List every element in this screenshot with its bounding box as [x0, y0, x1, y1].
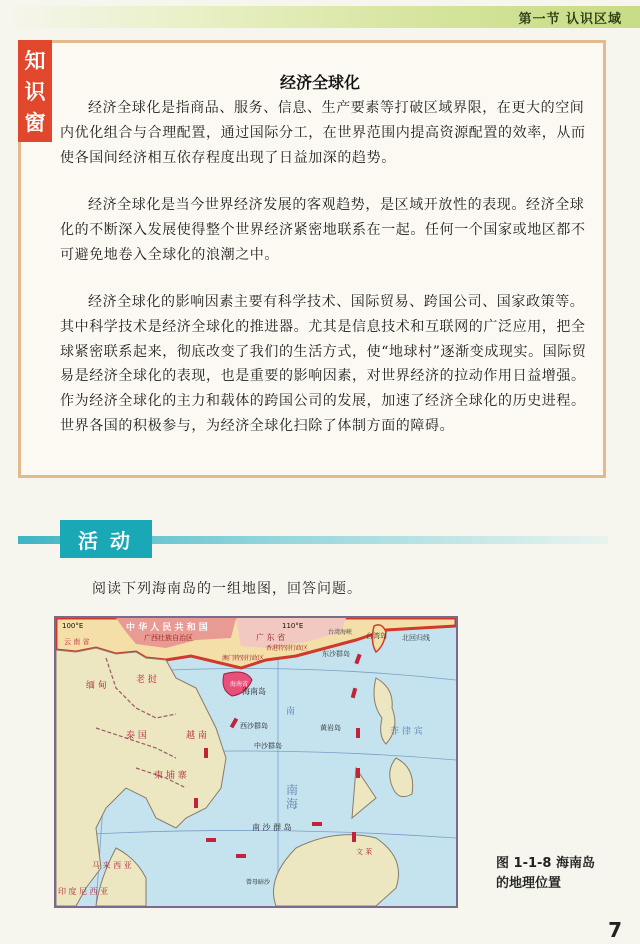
caption-line-1: 图 1-1-8 海南岛: [496, 856, 595, 871]
label-hainan-island: 海南岛: [242, 687, 266, 696]
caption-line-2: 的地理位置: [496, 876, 562, 891]
page-number: 7: [608, 918, 622, 942]
hainan-location-map: [54, 616, 458, 908]
label-hainan-prov: 海南省: [230, 681, 249, 688]
map-svg: [56, 618, 456, 906]
knowledge-paragraph-3: 经济全球化的影响因素主要有科学技术、国际贸易、跨国公司、国家政策等。其中科学技术是经济全球化的推进器。尤其是信息技术和互联网的广泛应用，把全球紧密联系起来，彻底改变了我们的生活方式，使“地球村”逐渐变成现实。国际贸易是经济全球化的表现，也是重要的影响因素，对世界经济的拉动作用日益增强。作为经济全球化的主力和载体的跨国公司的发展，加速了经济全球化的历史进程。世界各国的积极参与，为经济全球化扫除了体制方面的障碍。: [60, 294, 587, 434]
label-myanmar: 缅 甸: [86, 681, 107, 691]
knowledge-tab-char-3: 窗: [24, 111, 46, 136]
label-nansha: 南 沙 群 岛: [252, 823, 292, 832]
label-zengmu: 曾母暗沙: [246, 879, 271, 886]
label-philippines: 菲 律 宾: [390, 727, 423, 737]
label-thailand: 泰 国: [126, 731, 147, 741]
label-indonesia: 印 度 尼 西 亚: [58, 887, 109, 896]
label-lon110: 110°E: [282, 622, 304, 630]
label-malaysia: 马 来 西 亚: [92, 861, 132, 870]
knowledge-paragraph-1: 经济全球化是指商品、服务、信息、生产要素等打破区域界限，在更大的空间内优化组合与合理配置，通过国际分工，在世界范围内提高资源配置的效率，从而使各国间经济相互依存程度出现了日益加深的趋势。: [60, 100, 586, 166]
label-south-sea-1: 南: [286, 707, 296, 717]
knowledge-title: 经济全球化: [279, 73, 360, 92]
label-taiwan: 台湾岛: [366, 632, 387, 640]
label-xisha: 西沙群岛: [240, 722, 268, 730]
label-huangyan: 黄岩岛: [320, 724, 341, 732]
label-guangxi: 广西壮族自治区: [144, 634, 193, 642]
label-hai-sea: 海: [286, 797, 299, 811]
label-yunnan: 云 南 省: [64, 638, 90, 646]
activity-instruction: 阅读下列海南岛的一组地图，回答问题。: [92, 581, 362, 597]
activity-tab: 活动: [60, 520, 152, 558]
label-china: 中 华 人 民 共 和 国: [126, 623, 208, 633]
label-brunei: 文 莱: [356, 848, 373, 856]
label-zhongsha: 中沙群岛: [254, 742, 282, 750]
label-vietnam: 越 南: [186, 731, 207, 741]
figure-caption: [496, 854, 595, 894]
knowledge-tab-char-1: 知: [24, 48, 46, 73]
label-hongkong: 香港特别行政区: [266, 645, 309, 652]
label-mu-sea: 南: [286, 783, 299, 797]
knowledge-tab-char-2: 识: [24, 79, 46, 104]
knowledge-paragraph-2: 经济全球化是当今世界经济发展的客观趋势，是区域开放性的表现。经济全球化的不断深入发展使得整个世界经济紧密地联系在一起。任何一个国家或地区都不可避免地卷入全球化的浪潮之中。: [60, 197, 586, 263]
label-laos: 老 挝: [136, 675, 157, 685]
label-cambodia: 柬 埔 寨: [154, 771, 187, 781]
label-guangdong: 广 东 省: [256, 633, 286, 642]
label-macau: 澳门特别行政区: [222, 655, 265, 662]
tropic-label: 北回归线: [402, 634, 430, 642]
label-lon100: 100°E: [62, 622, 84, 630]
section-title: 第一节 认识区域: [518, 12, 622, 27]
label-dongsha: 东沙群岛: [322, 650, 350, 658]
label-taiwan-strait: 台湾海峡: [328, 629, 353, 636]
